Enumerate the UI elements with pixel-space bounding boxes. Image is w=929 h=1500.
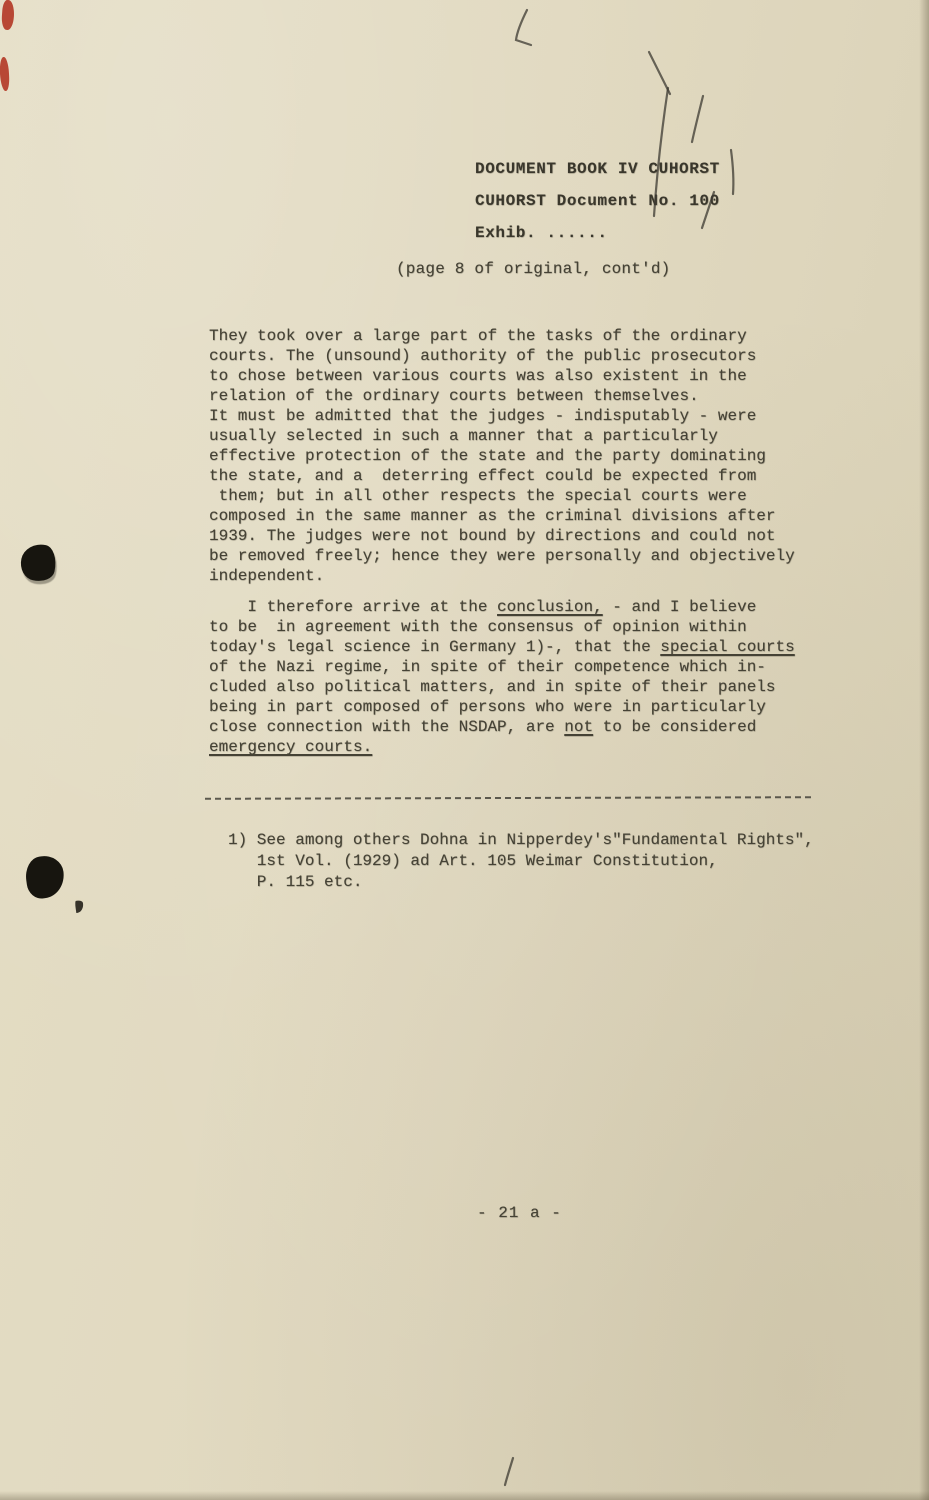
paper-edge-bottom <box>0 1491 929 1500</box>
exhibit-line: Exhib. ...... <box>475 224 608 242</box>
body-paragraph-2: I therefore arrive at the conclusion, - and I believe to be in agreement with the consensus of opinion within today's legal science in Germany 1)-, that the special courts of the Nazi regime, in spite of their competence which in- cluded also political matters, and in spite of their panels being in part composed of persons who were in particularly close connection with the NSDAP, are not to be considered emergency courts. <box>209 598 795 756</box>
document-number-line: CUHORST Document No. 100 <box>475 192 720 210</box>
page-number: - 21 a - <box>477 1204 562 1222</box>
document-book-title: DOCUMENT BOOK IV CUHORST <box>475 160 720 178</box>
red-ink-mark <box>0 57 10 91</box>
paper-edge-right <box>919 0 929 1500</box>
body-paragraph-1: They took over a large part of the tasks of the ordinary courts. The (unsound) authority of the public prosecutors to chose between various courts was also existent in the relation of the ordinary courts between themselves. It must be admitted that the judges - indisputably - were usually selected in such a manner that a particularly effective protection of the state and the party dominating the state, and a deterring effect could be expected from them; but in all other respects the special courts were composed in the same manner as the criminal divisions after 1939. The judges were not bound by directions and could not be removed freely; hence they were personally and objectively independent. <box>209 327 795 585</box>
ink-blot <box>23 854 66 901</box>
document-header <box>475 153 720 249</box>
red-ink-mark <box>1 0 15 30</box>
page-continuation-note: (page 8 of original, cont'd) <box>396 260 671 278</box>
footnote-separator-line <box>205 796 811 800</box>
ink-blot <box>18 541 60 584</box>
footnote-block: 1) See among others Dohna in Nipperdey's"Fundamental Rights", 1st Vol. (1929) ad Art. 105 Weimar Constitution, P. 115 etc. <box>228 831 814 891</box>
